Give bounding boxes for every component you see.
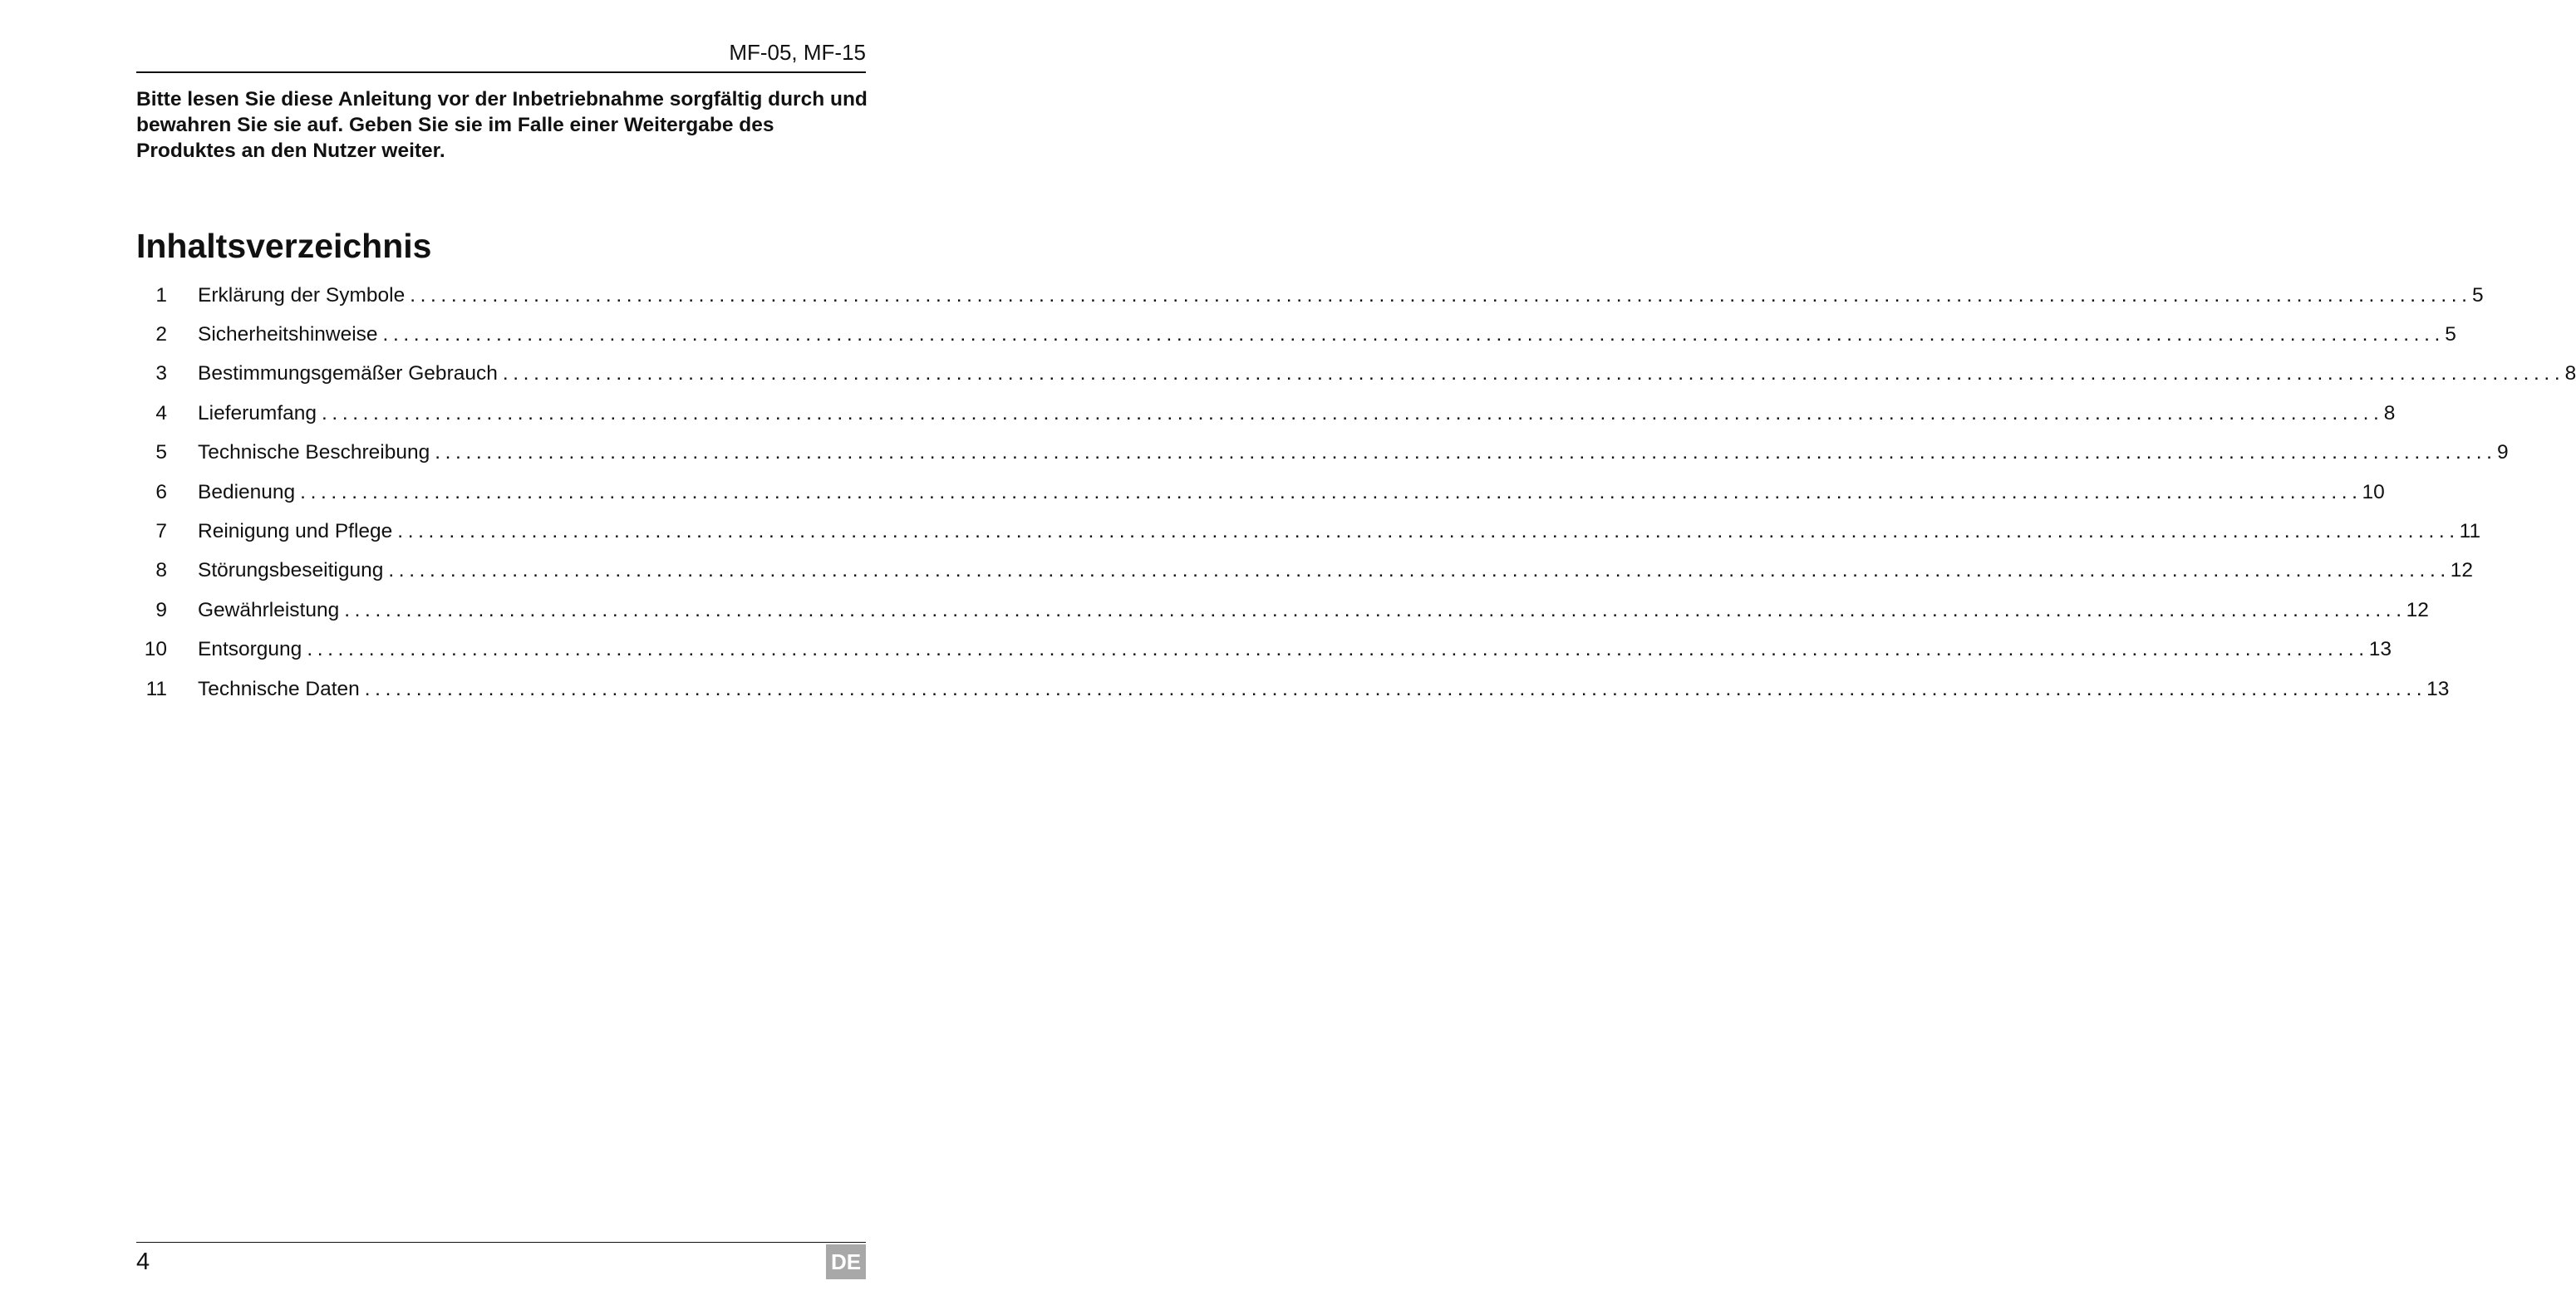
toc-entry-label: Lieferumfang xyxy=(198,401,317,424)
toc-entry-page: 12 xyxy=(2406,598,2429,621)
toc-entry-number: 5 xyxy=(155,441,167,464)
toc-leader-dots: ........................................................................................................................................................................................................ xyxy=(388,559,2451,582)
toc-entry[interactable] xyxy=(136,512,2481,551)
toc-leader-dots: ........................................................................................................................................................................................................ xyxy=(435,441,2497,464)
toc-entry-label: Bedienung xyxy=(198,480,296,503)
toc-entry[interactable] xyxy=(136,473,2385,512)
page-header xyxy=(136,38,866,73)
toc-entry[interactable] xyxy=(136,315,2456,354)
toc-entry-label: Erklärung der Symbole xyxy=(198,283,406,307)
toc-entry-label: Reinigung und Pflege xyxy=(198,520,393,543)
toc-entry-label: Störungsbeseitigung xyxy=(198,559,384,582)
toc-entry-number: 3 xyxy=(155,362,167,385)
intro-text: Bitte lesen Sie diese Anleitung vor der Inbetriebnahme sorgfältig durch und bewahren Sie sie auf. Geben Sie sie im Falle einer Weitergabe des Produktes an den Nutzer weiter. xyxy=(136,88,868,162)
header-title: MF-05, MF-15 xyxy=(729,40,866,65)
toc-entry-page: 13 xyxy=(2426,677,2450,700)
toc-entry[interactable] xyxy=(136,355,2576,394)
toc-entry-number: 10 xyxy=(144,638,167,661)
toc-entry-number: 6 xyxy=(155,480,167,503)
toc-entry-page: 8 xyxy=(2383,401,2396,424)
toc-leader-dots: ........................................................................................................................................................................................................ xyxy=(344,598,2406,621)
toc-entry-page: 11 xyxy=(2459,520,2481,543)
toc-leader-dots: ........................................................................................................................................................................................................ xyxy=(307,638,2369,661)
toc-entry-number: 8 xyxy=(155,559,167,582)
toc-entry-page: 12 xyxy=(2450,559,2474,582)
toc-leader-dots: ........................................................................................................................................................................................................ xyxy=(397,520,2460,543)
toc-entry-label: Technische Beschreibung xyxy=(198,441,430,464)
toc-entry-number: 1 xyxy=(155,283,167,307)
page-number: 4 xyxy=(136,1249,150,1275)
toc-leader-dots: ........................................................................................................................................................................................................ xyxy=(410,283,2472,307)
toc-leader-dots: ........................................................................................................................................................................................................ xyxy=(382,323,2445,346)
toc-entry-label: Sicherheitshinweise xyxy=(198,323,378,346)
toc-entry[interactable] xyxy=(136,434,2509,473)
toc-leader-dots: ........................................................................................................................................................................................................ xyxy=(300,480,2362,503)
toc-entry[interactable] xyxy=(136,552,2474,591)
toc-entry[interactable] xyxy=(136,631,2392,670)
toc-entry-label: Bestimmungsgemäßer Gebrauch xyxy=(198,362,498,385)
table-of-contents xyxy=(136,276,2576,709)
toc-entry-page: 9 xyxy=(2496,441,2509,464)
toc-entry-label: Technische Daten xyxy=(198,677,360,700)
toc-entry[interactable] xyxy=(136,591,2429,630)
toc-leader-dots: ........................................................................................................................................................................................................ xyxy=(322,401,2384,424)
toc-entry[interactable] xyxy=(136,670,2450,709)
toc-leader-dots: ........................................................................................................................................................................................................ xyxy=(364,677,2427,700)
toc-entry-page: 13 xyxy=(2368,638,2392,661)
toc-entry-number: 7 xyxy=(155,520,167,543)
page-footer xyxy=(136,1242,866,1281)
toc-leader-dots: ........................................................................................................................................................................................................ xyxy=(502,362,2565,385)
toc-entry[interactable] xyxy=(136,394,2396,433)
toc-entry[interactable] xyxy=(136,276,2484,315)
toc-entry-number: 2 xyxy=(155,323,167,346)
toc-entry-page: 8 xyxy=(2564,362,2576,385)
toc-entry-number: 11 xyxy=(145,677,167,700)
toc-entry-page: 5 xyxy=(2471,283,2484,307)
toc-entry-label: Gewährleistung xyxy=(198,598,340,621)
toc-entry-page: 10 xyxy=(2362,480,2385,503)
toc-title: Inhaltsverzeichnis xyxy=(136,227,432,265)
toc-entry-page: 5 xyxy=(2445,323,2456,346)
language-badge: DE xyxy=(826,1244,866,1279)
toc-entry-label: Entsorgung xyxy=(198,638,302,661)
toc-entry-number: 4 xyxy=(155,401,167,424)
toc-entry-number: 9 xyxy=(155,598,167,621)
